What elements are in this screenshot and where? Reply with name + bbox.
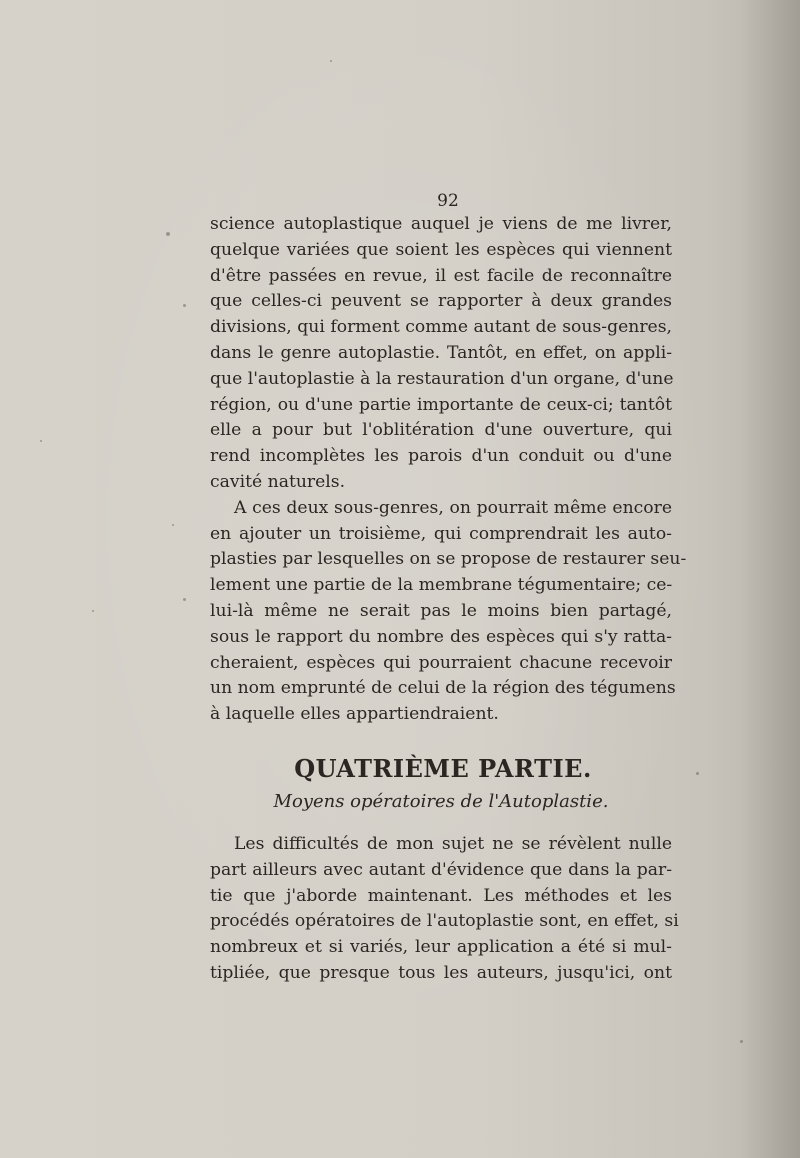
text-line: A ces deux sous-genres, on pourrait même encore bbox=[234, 497, 672, 518]
text-line: cheraient, espèces qui pourraient chacune recevoir bbox=[210, 652, 672, 673]
paper-speck bbox=[696, 772, 699, 775]
text-line: tipliée, que presque tous les auteurs, jusqu'ici, ont bbox=[210, 962, 672, 983]
text-line: que celles-ci peuvent se rapporter à deux grandes bbox=[210, 291, 672, 312]
paper-speck bbox=[172, 524, 174, 526]
paragraph-3 bbox=[210, 832, 679, 987]
text-line: divisions, qui forment comme autant de sous-genres, bbox=[210, 317, 672, 338]
page-number: 92 bbox=[437, 191, 459, 211]
text-line: d'être passées en revue, il est facile de reconnaître bbox=[210, 265, 672, 286]
text-line: Les difficultés de mon sujet ne se révèlent nulle bbox=[234, 833, 672, 854]
paper-speck bbox=[330, 60, 332, 62]
paper-speck bbox=[166, 232, 170, 236]
text-line: tie que j'aborde maintenant. Les méthodes et les bbox=[210, 885, 672, 906]
paper-speck bbox=[183, 598, 186, 601]
text-line: en ajouter un troisième, qui comprendrait les auto- bbox=[210, 523, 672, 544]
text-line: plasties par lesquelles on se propose de restaurer seu- bbox=[210, 549, 687, 570]
paper-speck bbox=[40, 440, 42, 442]
text-line: lement une partie de la membrane tégumentaire; ce- bbox=[210, 575, 673, 596]
paper-speck bbox=[92, 610, 94, 612]
section-title: QUATRIÈME PARTIE. bbox=[294, 753, 592, 783]
text-line: rend incomplètes les parois d'un conduit ou d'une bbox=[210, 446, 672, 467]
page-edge-shadow bbox=[740, 0, 800, 1158]
text-line: dans le genre autoplastie. Tantôt, en effet, on appli- bbox=[210, 342, 672, 363]
paragraph-2 bbox=[210, 496, 687, 728]
text-line: nombreux et si variés, leur application a été si mul- bbox=[210, 937, 672, 958]
text-line: procédés opératoires de l'autoplastie sont, en effet, si bbox=[210, 911, 679, 932]
text-line: lui-là même ne serait pas le moins bien partagé, bbox=[210, 600, 672, 621]
paper-speck bbox=[740, 1040, 743, 1043]
paragraph-1 bbox=[210, 212, 672, 496]
text-line: science autoplastique auquel je viens de me livrer, bbox=[210, 214, 672, 234]
text-block bbox=[210, 190, 687, 987]
section-subtitle: Moyens opératoires de l'Autoplastie. bbox=[273, 790, 609, 812]
text-line: elle a pour but l'oblitération d'une ouverture, qui bbox=[210, 420, 672, 441]
text-line: cavité naturels. bbox=[210, 471, 346, 492]
text-line: sous le rapport du nombre des espèces qui s'y ratta- bbox=[210, 626, 672, 647]
paper-speck bbox=[183, 304, 186, 307]
text-line: à laquelle elles appartiendraient. bbox=[210, 704, 499, 725]
text-line: région, ou d'une partie importante de ceux-ci; tantôt bbox=[210, 394, 672, 415]
text-line: quelque variées que soient les espèces qui viennent bbox=[210, 239, 672, 260]
text-line: un nom emprunté de celui de la région des tégumens bbox=[210, 678, 676, 699]
text-line: part ailleurs avec autant d'évidence que dans la par- bbox=[210, 859, 672, 880]
text-line: que l'autoplastie à la restauration d'un organe, d'une bbox=[210, 368, 674, 389]
